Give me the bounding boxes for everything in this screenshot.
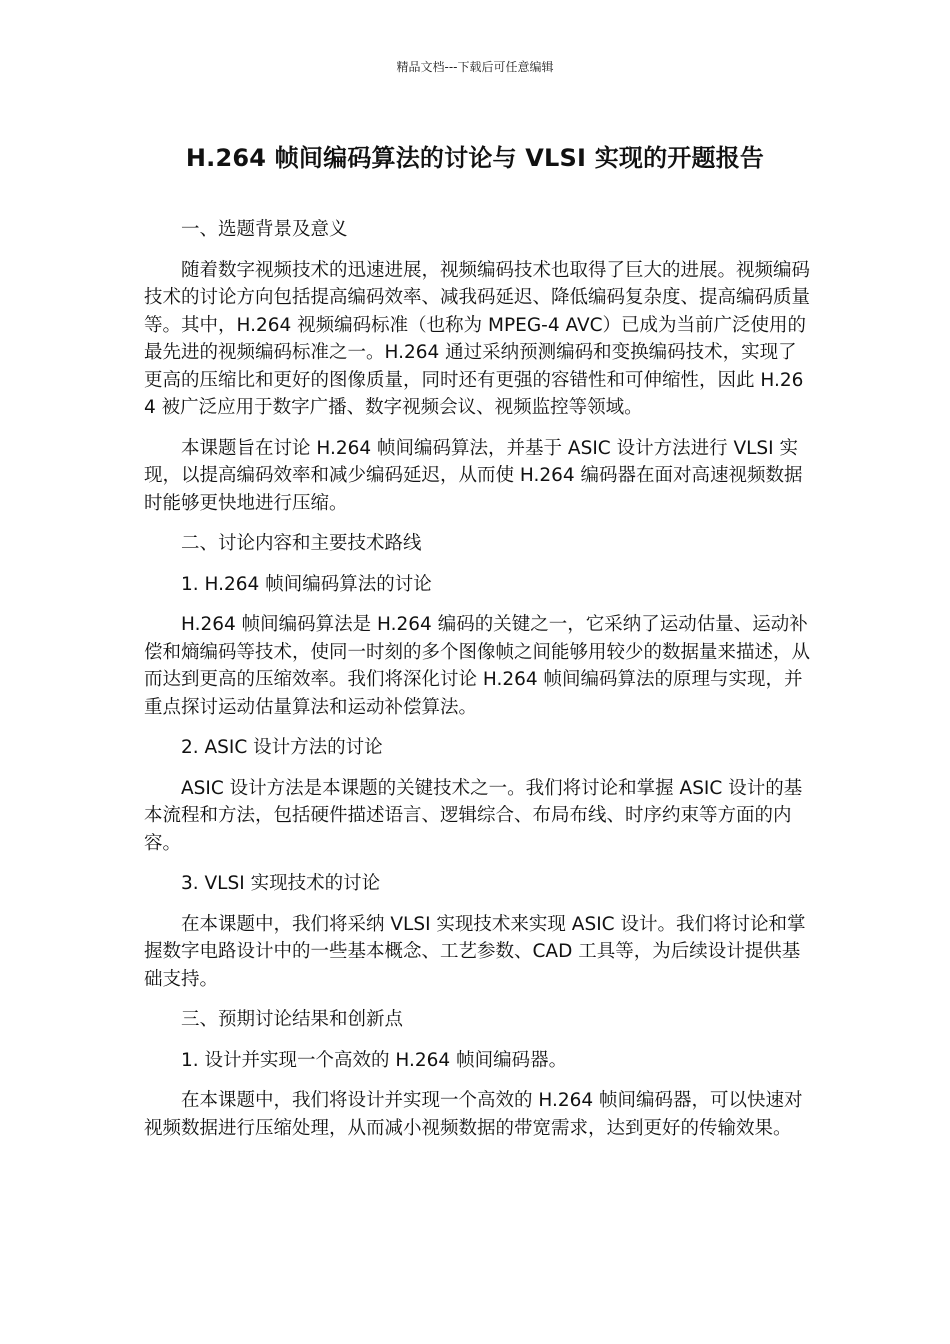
body-paragraph: H.264 帧间编码算法是 H.264 编码的关键之一，它采纳了运动估量、运动补偿和熵编码等技术，使同一时刻的多个图像帧之间能够用较少的数据量来描述，从而达到更高的压缩效率。我们将深化讨论 H.264 帧间编码算法的原理与实现，并重点探讨运动估量算法和运动补偿算法。: [144, 614, 811, 718]
subsection-heading: 2. ASIC 设计方法的讨论: [181, 737, 383, 758]
body-paragraph: 在本课题中，我们将设计并实现一个高效的 H.264 帧间编码器，可以快速对视频数据进行压缩处理，从而减小视频数据的带宽需求，达到更好的传输效果。: [144, 1090, 803, 1139]
page-header: 精品文档---下载后可任意编辑: [396, 60, 554, 74]
subsection-heading: 1. 设计并实现一个高效的 H.264 帧间编码器。: [181, 1049, 568, 1071]
body-paragraph: 在本课题中，我们将采纳 VLSI 实现技术来实现 ASIC 设计。我们将讨论和掌握数字电路设计中的一些基本概念、工艺参数、CAD 工具等，为后续设计提供基础支持。: [144, 913, 806, 990]
body-paragraph: ASIC 设计方法是本课题的关键技术之一。我们将讨论和掌握 ASIC 设计的基本流程和方法，包括硬件描述语言、逻辑综合、布局布线、时序约束等方面的内容。: [144, 777, 803, 854]
section-heading: 一、选题背景及意义: [181, 219, 348, 240]
section-heading: 二、讨论内容和主要技术路线: [181, 533, 422, 554]
document-title: H.264 帧间编码算法的讨论与 VLSI 实现的开题报告: [185, 144, 765, 172]
subsection-heading: 1. H.264 帧间编码算法的讨论: [181, 573, 432, 595]
document-body: [144, 216, 812, 1142]
section-heading: 三、预期讨论结果和创新点: [181, 1009, 404, 1030]
body-paragraph: 本课题旨在讨论 H.264 帧间编码算法，并基于 ASIC 设计方法进行 VLSI 实现，以提高编码效率和减少编码延迟，从而使 H.264 编码器在面对高速视频数据时能够更快地进行压缩。: [144, 437, 803, 514]
body-paragraph: 随着数字视频技术的迅速进展，视频编码技术也取得了巨大的进展。视频编码技术的讨论方向包括提高编码效率、减我码延迟、降低编码复杂度、提高编码质量等。其中，H.264 视频编码标准（也称为 MPEG-4 AVC）已成为当前广泛使用的最先进的视频编码标准之一。H.264 通过采纳预测编码和变换编码技术，实现了更高的压缩比和更好的图像质量，同时还有更强的容错性和可伸缩性，因此 H.264 被广泛应用于数字广播、数字视频会议、视频监控等领域。: [144, 259, 811, 418]
subsection-heading: 3. VLSI 实现技术的讨论: [181, 873, 381, 894]
